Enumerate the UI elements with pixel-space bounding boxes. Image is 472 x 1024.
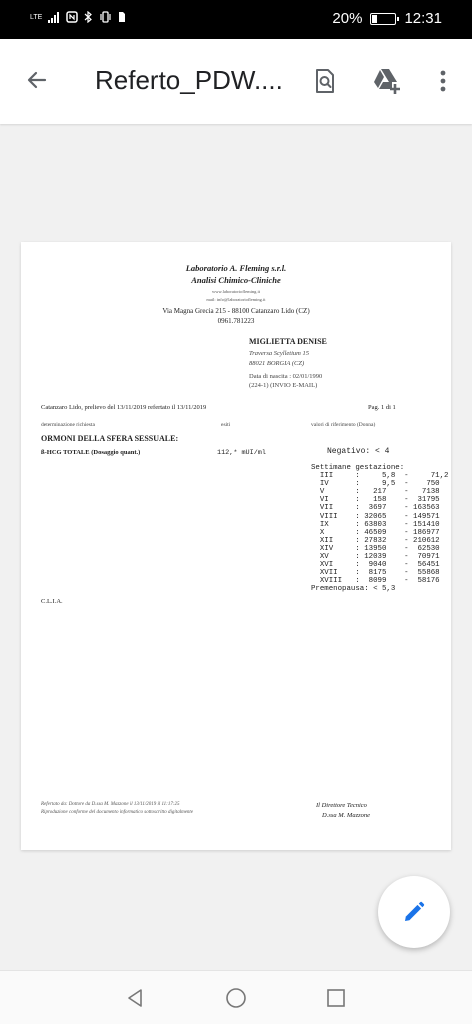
nav-back-button[interactable] (122, 985, 148, 1011)
patient-street: Traversa Scylletium 15 (249, 350, 309, 357)
reference-range-line: III : 5,8 - 71,2 (311, 472, 449, 481)
navigation-bar (0, 970, 472, 1024)
reference-range-line: VI : 158 - 31795 (311, 496, 440, 505)
reference-range-line: XVII : 8175 - 55868 (311, 569, 440, 578)
method-note: C.L.I.A. (41, 598, 63, 605)
triangle-back-icon (124, 987, 146, 1009)
more-vert-icon (439, 69, 447, 93)
reference-range-line: V : 217 - 7138 (311, 488, 440, 497)
nfc-icon (66, 11, 78, 23)
app-bar (0, 39, 472, 124)
battery-level (372, 15, 376, 23)
lab-phone: 0961.781223 (217, 317, 255, 325)
reference-range-line: IX : 63803 - 151410 (311, 520, 440, 529)
pencil-icon (402, 900, 426, 924)
battery-icon (370, 13, 396, 25)
nav-recents-button[interactable] (323, 985, 349, 1011)
lab-website: www.laboratoriofleming.it (212, 289, 260, 294)
nav-home-button[interactable] (223, 985, 249, 1011)
document-title: Referto_PDW.... (95, 65, 283, 95)
back-button[interactable] (20, 63, 54, 97)
find-in-page-button[interactable] (305, 61, 345, 101)
bluetooth-icon (84, 11, 93, 23)
add-to-drive-icon (372, 67, 404, 95)
exam-value: 112,* mUI/ml (217, 449, 266, 457)
signal-icon (48, 12, 60, 23)
sample-info: Catanzaro Lido, prelievo del 13/11/2019 refertato il 13/11/2019 (41, 404, 207, 411)
reference-range-line: XIV : 13950 - 62530 (311, 544, 440, 553)
find-in-page-icon (313, 68, 337, 94)
director-title: Il Direttore Tecnico (316, 802, 367, 809)
back-arrow-icon (25, 68, 49, 92)
reference-range-line: XVIII : 8099 - 58176 (311, 577, 440, 586)
column-header-reference: valori di riferimento (Donna) (311, 422, 376, 428)
status-bar (0, 0, 472, 39)
clock: 12:31 (404, 10, 442, 27)
lab-email: mail: info@laboratoriofleming.it (206, 297, 266, 302)
reference-range-line: IV : 9,5 - 750 (311, 480, 440, 489)
square-recents-icon (325, 987, 347, 1009)
reference-range-line: XVI : 9040 - 56451 (311, 561, 440, 570)
edit-button[interactable] (378, 876, 450, 948)
exam-name: ß-HCG TOTALE (Dosaggio quant.) (41, 449, 141, 456)
lab-name: Laboratorio A. Fleming s.r.l. (185, 263, 287, 273)
exam-reference: Negativo: < 4 (327, 447, 390, 456)
patient-name: MIGLIETTA DENISE (249, 337, 327, 346)
director-name: D.ssa M. Mazzone (322, 812, 371, 819)
reference-range-line: XII : 27832 - 210612 (311, 536, 440, 545)
reference-range-line: VII : 3697 - 163563 (311, 504, 440, 513)
reference-ranges (311, 464, 449, 594)
footer-digital-notice: Riproduzione conforme del documento informatico sottoscritto digitalmente (41, 810, 194, 815)
reference-range-line: Premenopausa: < 5,3 (311, 585, 396, 594)
patient-birth-date: Data di nascita : 02/01/1990 (249, 373, 323, 380)
circle-home-icon (225, 987, 247, 1009)
section-title: ORMONI DELLA SFERA SESSUALE: (41, 434, 179, 443)
footer-signed-by: Refertato da: Dottore da D.ssa M. Mazzone il 13/11/2019 il 11:17:25 (41, 802, 180, 807)
patient-city: 88021 BORGIA (CZ) (249, 360, 305, 367)
column-header-exam: determinazione richiesta (41, 422, 95, 428)
status-icons-left (30, 11, 126, 23)
lab-address: Via Magna Grecia 215 - 88100 Catanzaro Lido (CZ) (162, 307, 310, 315)
vibrate-icon (99, 11, 112, 23)
document-page[interactable] (21, 242, 451, 850)
lab-subtitle: Analisi Chimico-Cliniche (191, 275, 281, 285)
patient-code: (224-1) (INVIO E-MAIL) (249, 382, 318, 389)
add-to-drive-button[interactable] (368, 61, 408, 101)
reference-range-line: Settimane gestazione: (311, 464, 405, 472)
reference-range-line: XV : 12039 - 70971 (311, 553, 440, 562)
network-type-label: LTE (30, 13, 43, 21)
reference-range-line: VIII : 32065 - 149571 (311, 512, 440, 521)
sim-icon (118, 11, 126, 23)
status-icons-right (332, 10, 442, 27)
more-options-button[interactable] (423, 61, 463, 101)
reference-range-line: X : 46509 - 186977 (311, 528, 440, 537)
column-header-result: esiti (221, 422, 231, 428)
battery-percent: 20% (332, 10, 363, 27)
page-info: Pag. 1 di 1 (368, 404, 396, 411)
